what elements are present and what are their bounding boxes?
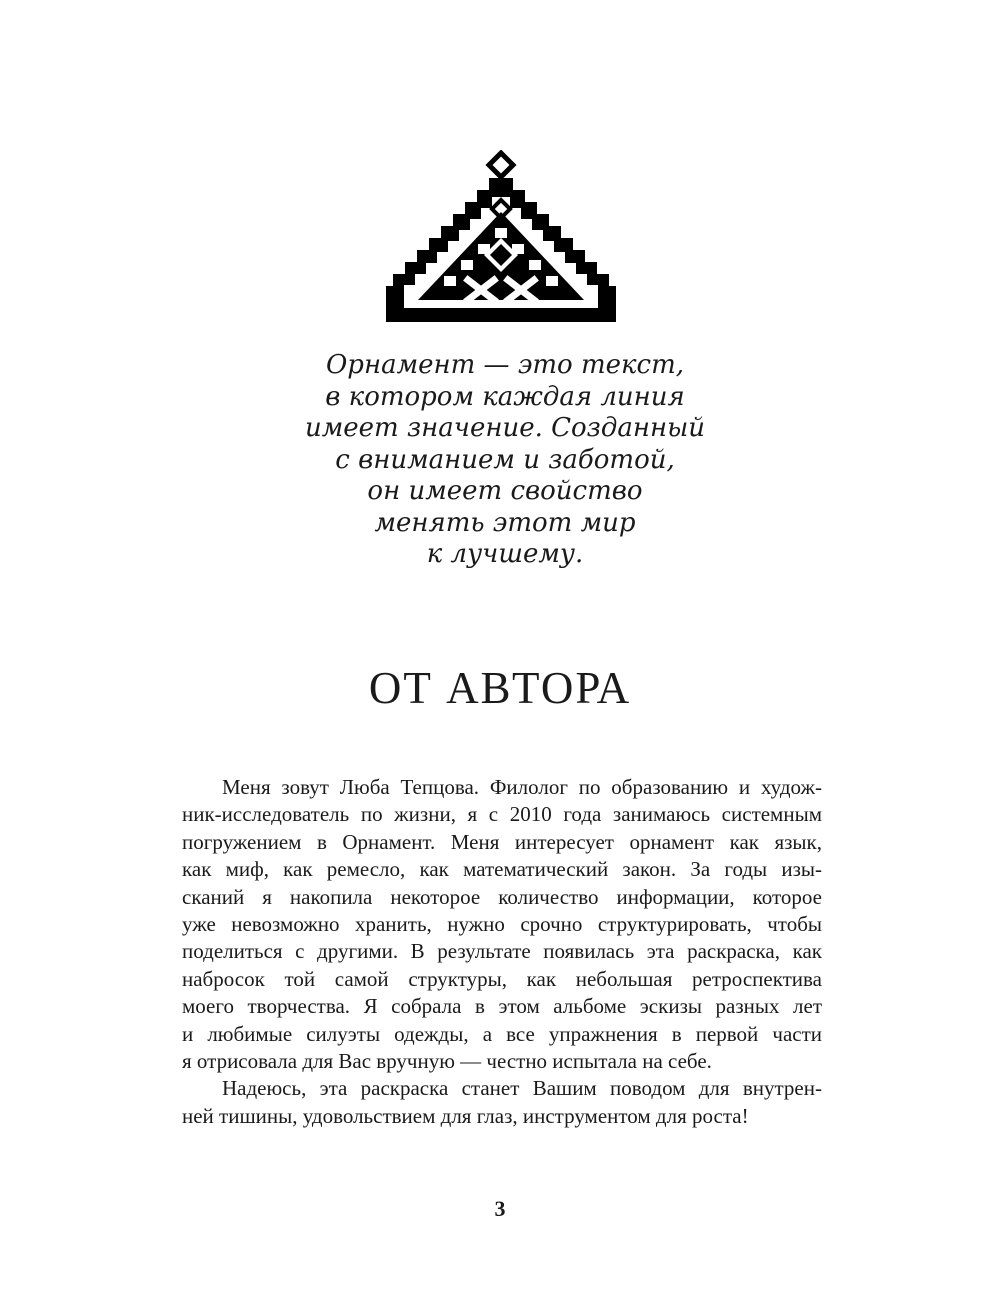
epigraph-line: он имеет свойство — [367, 476, 643, 506]
page-number: 3 — [494, 1196, 506, 1221]
text-line: сканий я накопила некоторое количество информации, которое — [182, 884, 822, 909]
text-line: набросок той самой структуры, как небольшая ретроспектива — [182, 966, 822, 991]
epigraph-line: имеет значение. Созданный — [304, 413, 706, 443]
epigraph-line: с вниманием и заботой, — [335, 444, 675, 475]
text-line: погружением в Орнамент. Меня интересует орнамент как язык, — [182, 829, 822, 854]
paragraph — [182, 774, 822, 1075]
text-line: уже невозможно хранить, нужно срочно структурировать, чтобы — [182, 912, 822, 937]
text-line: поделиться с другими. В результате появилась эта раскраска, как — [182, 939, 822, 964]
text-line: ней тишины, удовольствием для глаз, инструментом для роста! — [182, 1103, 749, 1128]
paragraph — [182, 1075, 822, 1130]
epigraph-line: к лучшему. — [426, 539, 584, 569]
text-line: я отрисовала для Вас вручную — честно испытала на себе. — [182, 1049, 712, 1074]
text-line: как миф, как ремесло, как математический закон. За годы изы- — [182, 857, 822, 882]
text-line: Надеюсь, эта раскраска станет Вашим поводом для внутрен- — [222, 1076, 822, 1101]
section-heading: ОТ АВТОРА — [368, 663, 632, 713]
epigraph — [280, 350, 730, 571]
body-text — [182, 774, 822, 1130]
text-line: моего творчества. Я собрала в этом альбоме эскизы разных лет — [182, 994, 822, 1019]
epigraph-line: Орнамент — это текст, — [325, 350, 685, 380]
geometric-triangle-ornament-icon — [386, 150, 616, 325]
text-line: ник-исследователь по жизни, я с 2010 года занимаюсь системным — [182, 802, 822, 827]
text-line: и любимые силуэты одежды, а все упражнения в первой части — [182, 1021, 822, 1046]
epigraph-line: менять этот мир — [374, 507, 636, 538]
text-line: Меня зовут Люба Тепцова. Филолог по образованию и худож- — [222, 775, 822, 799]
epigraph-line: в котором каждая линия — [325, 381, 685, 412]
